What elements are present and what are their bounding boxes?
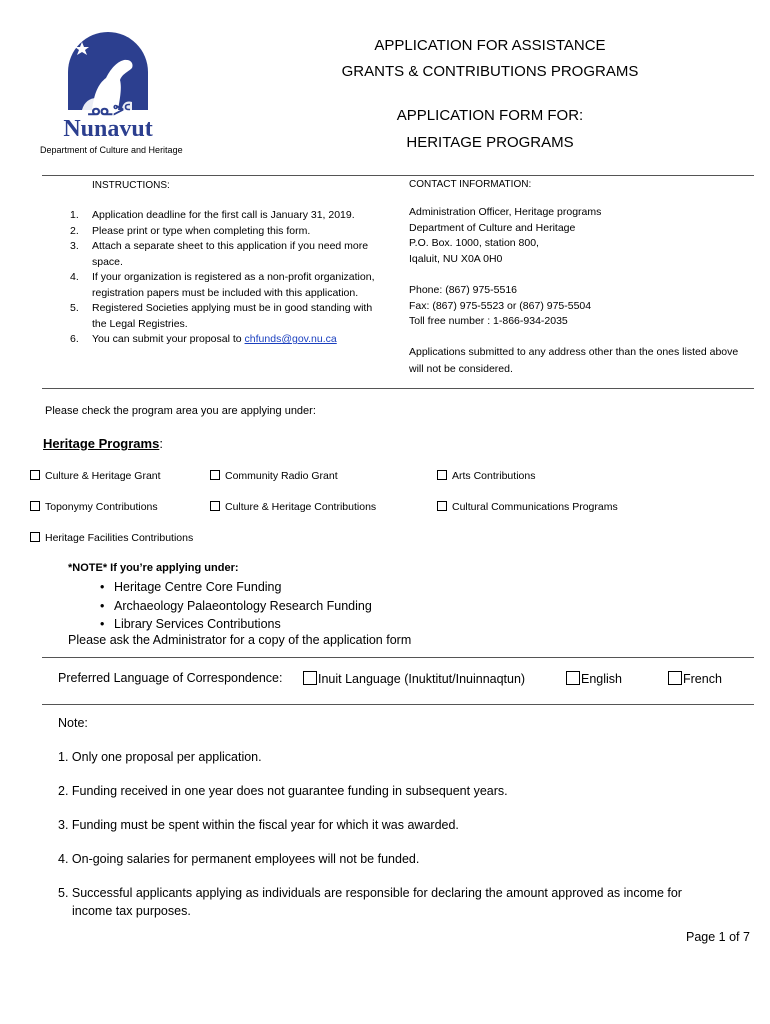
instruction-item: 5. Registered Societies applying must be in good standing with the Legal Registries. [70,302,373,330]
page-number: Page 1 of 7 [686,930,750,944]
checkbox-icon[interactable] [30,501,40,511]
title-line-2: GRANTS & CONTRIBUTIONS PROGRAMS [341,63,639,80]
note-item-1: 1. Only one proposal per application. [58,750,262,764]
notes-heading: Note: [58,716,88,730]
language-option-english[interactable]: English [566,671,622,686]
checkbox-icon[interactable] [303,671,317,685]
divider-contact [42,388,754,389]
note-heading: *NOTE* If you’re applying under: [68,562,239,574]
option-cultural-communications-programs[interactable]: Cultural Communications Programs [437,500,618,516]
contact-heading: CONTACT INFORMATION: [409,179,532,190]
checkbox-icon[interactable] [210,470,220,480]
instruction-item: 6. You can submit your proposal to chfunds@gov.nu.ca [70,333,337,345]
option-arts-contributions[interactable]: Arts Contributions [437,469,535,485]
email-link[interactable]: chfunds@gov.nu.ca [244,333,337,345]
department-name: Department of Culture and Heritage [40,145,183,155]
divider-language-top [42,657,754,658]
list-item: • Archaeology Palaeontology Research Funding [98,597,372,616]
instructions-heading: INSTRUCTIONS: [92,180,170,191]
program-prompt: Please check the program area you are applying under: [45,405,316,417]
checkbox-icon[interactable] [566,671,580,685]
note-item-3: 3. Funding must be spent within the fiscal year for which it was awarded. [58,818,459,832]
language-option-french[interactable]: French [668,671,722,686]
instruction-item: 2. Please print or type when completing this form. [70,224,311,237]
title-line-1: APPLICATION FOR ASSISTANCE [374,37,606,54]
option-toponymy-contributions[interactable]: Toponymy Contributions [30,500,158,516]
option-heritage-facilities-contributions[interactable]: Heritage Facilities Contributions [30,531,193,547]
logo-wordmark: Nunavut [63,116,153,142]
option-culture-heritage-grant[interactable]: Culture & Heritage Grant [30,469,161,485]
option-community-radio-grant[interactable]: Community Radio Grant [210,469,338,485]
divider-top [42,175,754,176]
note-bullets [98,578,372,634]
checkbox-icon[interactable] [437,470,447,480]
title-line-4: HERITAGE PROGRAMS [406,134,574,151]
language-label: Preferred Language of Correspondence: [58,671,283,685]
checkbox-icon[interactable] [30,470,40,480]
note-item-5-cont: income tax purposes. [72,904,191,918]
option-culture-heritage-contributions[interactable]: Culture & Heritage Contributions [210,500,376,516]
title-line-3: APPLICATION FORM FOR: [396,107,584,124]
note-item-4: 4. On-going salaries for permanent employees will not be funded. [58,852,420,866]
note-item-2: 2. Funding received in one year does not guarantee funding in subsequent years. [58,784,508,798]
checkbox-icon[interactable] [30,532,40,542]
instruction-item: 1. Application deadline for the first call is January 31, 2019. [70,209,355,221]
instructions-list [70,208,380,348]
note-item-5: 5. Successful applicants applying as individuals are responsible for declaring the amount approved as income for [58,886,682,900]
instruction-item: 3. Attach a separate sheet to this application if you need more space. [70,240,369,268]
contact-phones: Phone: (867) 975-5516 Fax: (867) 975-5523 or (867) 975-5504 Toll free number : 1-866-934-2035 [409,284,592,327]
checkbox-icon[interactable] [437,501,447,511]
heritage-programs-heading: Heritage Programs: [43,436,163,451]
checkbox-icon[interactable] [668,671,682,685]
language-option-inuit[interactable]: Inuit Language (Inuktitut/Inuinnaqtun) [303,671,525,686]
contact-warning: Applications submitted to any address other than the ones listed above will not be considered. [409,346,739,375]
list-item: • Heritage Centre Core Funding [98,578,372,597]
list-item: • Library Services Contributions [98,615,372,634]
instruction-item: 4. If your organization is registered as a non-profit organization, registration papers must be included with this application. [70,271,375,299]
checkbox-icon[interactable] [210,501,220,511]
contact-address: Administration Officer, Heritage programs Department of Culture and Heritage P.O. Box. 1000, station 800, Iqaluit, NU X0A 0H0 [409,206,602,265]
note-footer: Please ask the Administrator for a copy of the application form [68,633,412,647]
divider-language-bottom [42,704,754,705]
logo-syllabics: ᓄᓇᕗᑦ [87,102,131,119]
